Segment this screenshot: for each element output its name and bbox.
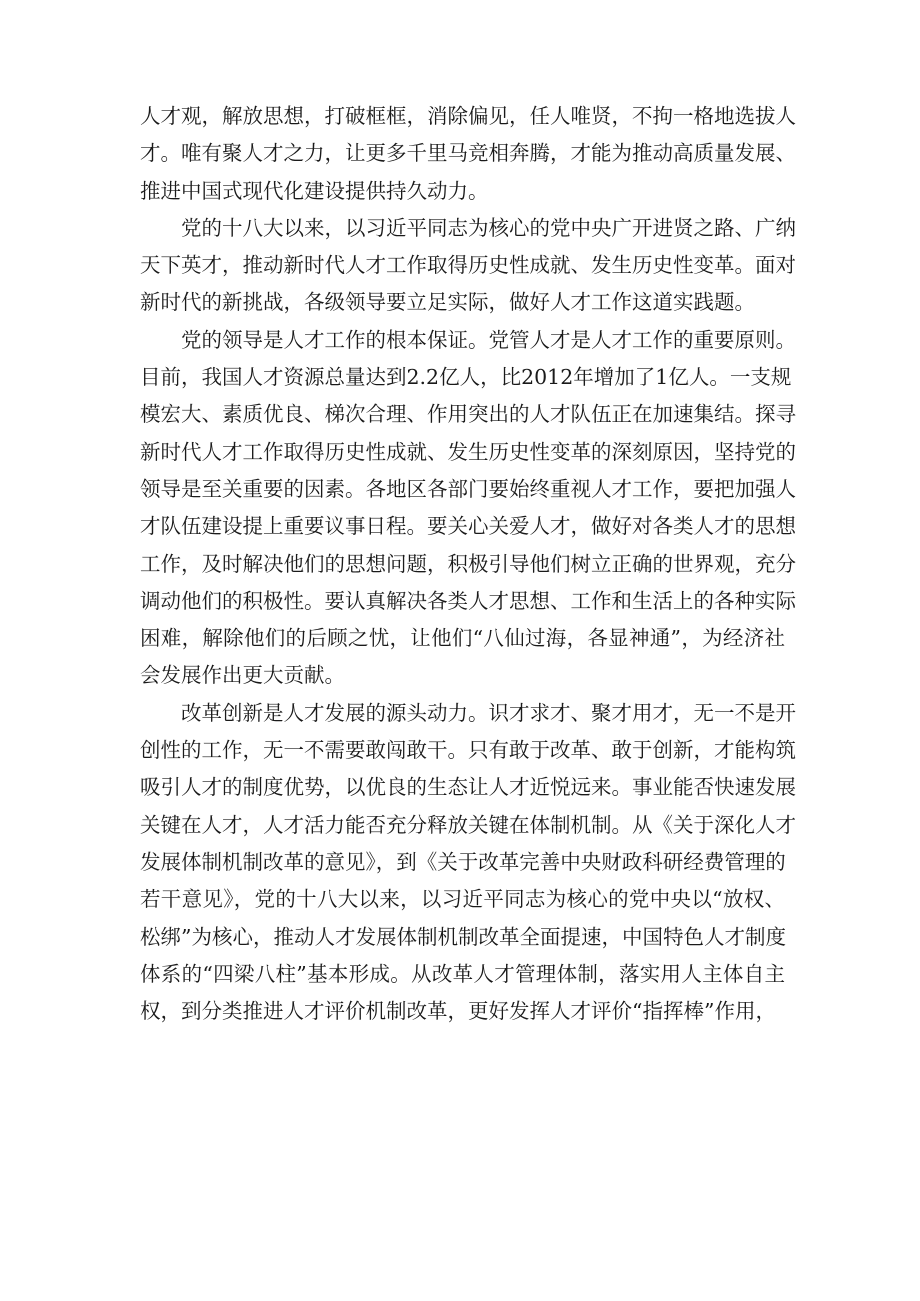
text-line: 若干意见》，党的十八大以来，以习近平同志为核心的党中央以“放权、 [140, 887, 785, 912]
text-line: 领导是至关重要的因素。各地区各部门要始终重视人才工作，要把加强人 [140, 476, 796, 501]
text-line: 党的十八大以来，以习近平同志为核心的党中央广开进贤之路、广纳 [181, 215, 796, 240]
text-line: 目前，我国人才资源总量达到2.2亿人，比2012年增加了1亿人。一支规 [140, 365, 792, 390]
text-line: 才。唯有聚人才之力，让更多千里马竞相奔腾，才能为推动高质量发展、 [140, 141, 796, 166]
paragraph [140, 98, 796, 210]
paragraph [140, 322, 796, 695]
text-line: 困难，解除他们的后顾之忧，让他们“八仙过海，各显神通”，为经济社 [140, 626, 785, 651]
text-line: 创性的工作，无一不需要敢闯敢干。只有敢于改革、敢于创新，才能构筑 [140, 738, 796, 763]
text-line: 新时代人才工作取得历史性成就、发生历史性变革的深刻原因，坚持党的 [140, 439, 796, 464]
text-line: 松绑”为核心，推动人才发展体制机制改革全面提速，中国特色人才制度 [140, 924, 786, 949]
text-line: 推进中国式现代化建设提供持久动力。 [140, 178, 489, 203]
text-line: 会发展作出更大贡献。 [140, 663, 345, 688]
text-line: 关键在人才，人才活力能否充分释放关键在体制机制。从《关于深化人才 [140, 812, 796, 837]
text-line: 党的领导是人才工作的根本保证。党管人才是人才工作的重要原则。 [181, 327, 796, 352]
text-line: 吸引人才的制度优势，以优良的生态让人才近悦远来。事业能否快速发展 [140, 775, 796, 800]
text-line: 新时代的新挑战，各级领导要立足实际，做好人才工作这道实践题。 [140, 290, 755, 315]
text-line: 才队伍建设提上重要议事日程。要关心关爱人才，做好对各类人才的思想 [140, 514, 796, 539]
text-line: 模宏大、素质优良、梯次合理、作用突出的人才队伍正在加速集结。探寻 [140, 402, 796, 427]
text-line: 改革创新是人才发展的源头动力。识才求才、聚才用才，无一不是开 [181, 700, 796, 725]
text-line: 发展体制机制改革的意见》，到《关于改革完善中央财政科研经费管理的 [140, 849, 786, 874]
text-line: 工作，及时解决他们的思想问题，积极引导他们树立正确的世界观，充分 [140, 551, 796, 576]
paragraph [140, 210, 796, 322]
text-line: 权，到分类推进人才评价机制改革，更好发挥人才评价“指挥棒”作用， [140, 999, 776, 1024]
text-line: 调动他们的积极性。要认真解决各类人才思想、工作和生活上的各种实际 [140, 588, 796, 613]
text-line: 体系的“四梁八柱”基本形成。从改革人才管理体制，落实用人主体自主 [140, 961, 785, 986]
text-line: 天下英才，推动新时代人才工作取得历史性成就、发生历史性变革。面对 [140, 253, 796, 278]
document-body [140, 98, 796, 1030]
paragraph [140, 695, 796, 1031]
text-line: 人才观，解放思想，打破框框，消除偏见，任人唯贤，不拘一格地选拔人 [140, 104, 796, 128]
